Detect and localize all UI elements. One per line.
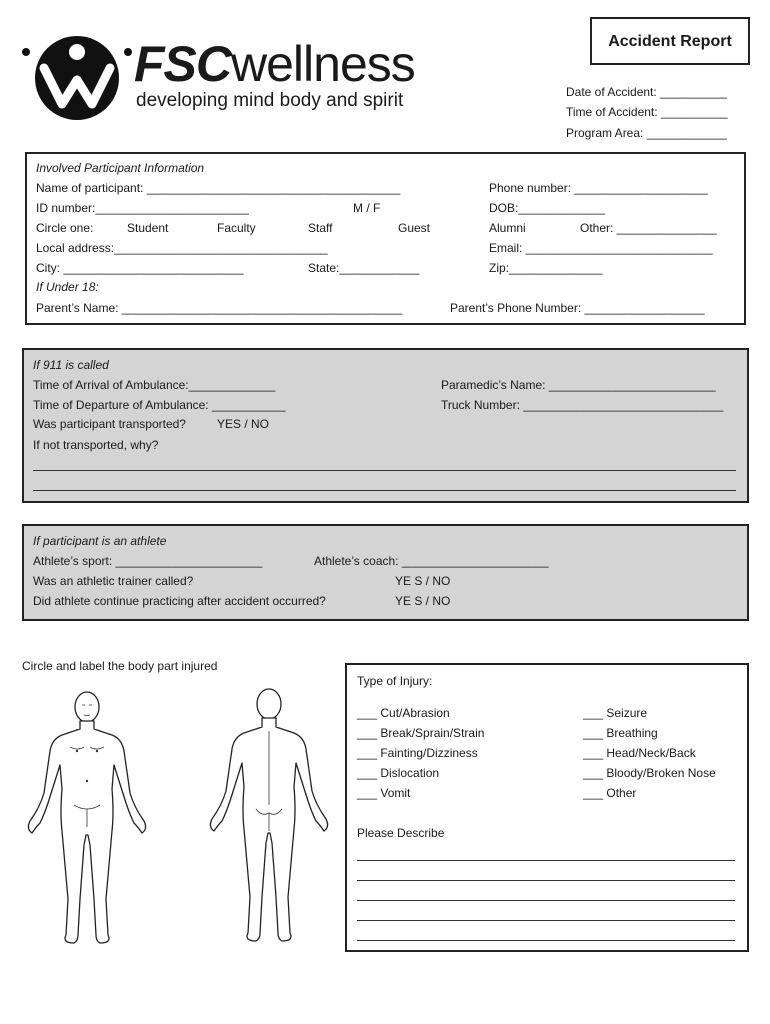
transported-choice[interactable]: YES / NO [217, 417, 270, 431]
injury-option-break[interactable]: ___ Break/Sprain/Strain [357, 726, 485, 740]
describe-label: Please Describe [357, 826, 445, 840]
parent-name-field[interactable]: Parent’s Name: __________________________________________ [36, 301, 403, 315]
describe-line-5[interactable] [357, 940, 735, 941]
why-answer-line-2[interactable] [33, 490, 736, 491]
state-field[interactable]: State:____________ [308, 261, 420, 275]
transported-question: Was participant transported? [33, 417, 186, 431]
email-field[interactable]: Email: ____________________________ [489, 241, 713, 255]
continue-question: Did athlete continue practicing after accident occurred? [33, 594, 326, 608]
continue-choice[interactable]: YE S / NO [395, 594, 451, 608]
injury-option-dislocation[interactable]: ___ Dislocation [357, 766, 440, 780]
body-instruction: Circle and label the body part injured [22, 659, 218, 673]
participant-section [25, 152, 746, 325]
option-guest[interactable]: Guest [398, 221, 431, 235]
circle-one-label: Circle one: [36, 221, 94, 235]
dob-field[interactable]: DOB:_____________ [489, 201, 606, 215]
injury-option-other[interactable]: ___ Other [583, 786, 637, 800]
athlete-sport-field[interactable]: Athlete’s sport: ______________________ [33, 554, 263, 568]
report-title-box [590, 17, 750, 65]
option-other-field[interactable]: Other: _______________ [580, 221, 717, 235]
phone-number-field[interactable]: Phone number: ____________________ [489, 181, 708, 195]
describe-line-4[interactable] [357, 920, 735, 921]
logo-brand-light: wellness [231, 36, 415, 92]
describe-line-1[interactable] [357, 860, 735, 861]
ambulance-arrival-field[interactable]: Time of Arrival of Ambulance:_____________ [33, 378, 276, 392]
why-answer-line-1[interactable] [33, 470, 736, 471]
athlete-section-title: If participant is an athlete [33, 534, 167, 548]
ambulance-departure-field[interactable]: Time of Departure of Ambulance: ___________ [33, 398, 286, 412]
trainer-question: Was an athletic trainer called? [33, 574, 194, 588]
option-staff[interactable]: Staff [308, 221, 333, 235]
logo-mark-icon [22, 30, 132, 125]
program-area-field[interactable]: Program Area: ____________ [566, 126, 727, 140]
participant-section-title: Involved Participant Information [36, 161, 205, 175]
describe-line-3[interactable] [357, 900, 735, 901]
logo [22, 30, 462, 130]
injury-type-title: Type of Injury: [357, 674, 433, 688]
date-of-accident-field[interactable]: Date of Accident: __________ [566, 85, 727, 99]
logo-tagline: developing mind body and spirit [136, 90, 404, 111]
city-field[interactable]: City: ___________________________ [36, 261, 244, 275]
describe-line-2[interactable] [357, 880, 735, 881]
zip-field[interactable]: Zip:______________ [489, 261, 603, 275]
injury-option-fainting[interactable]: ___ Fainting/Dizziness [357, 746, 478, 760]
injury-option-bloody-nose[interactable]: ___ Bloody/Broken Nose [583, 766, 716, 780]
injury-option-cut[interactable]: ___ Cut/Abrasion [357, 706, 450, 720]
time-of-accident-field[interactable]: Time of Accident: __________ [566, 105, 728, 119]
body-front-figure[interactable] [22, 685, 152, 955]
parent-phone-field[interactable]: Parent’s Phone Number: __________________ [450, 301, 705, 315]
injury-option-vomit[interactable]: ___ Vomit [357, 786, 411, 800]
injury-option-head-neck-back[interactable]: ___ Head/Neck/Back [583, 746, 696, 760]
ambulance-section-title: If 911 is called [33, 358, 109, 372]
logo-brand-bold: FSC [134, 36, 231, 92]
not-transported-question: If not transported, why? [33, 438, 159, 452]
local-address-field[interactable]: Local address:________________________________ [36, 241, 328, 255]
body-back-figure[interactable] [204, 685, 334, 955]
trainer-choice[interactable]: YE S / NO [395, 574, 451, 588]
under-18-label: If Under 18: [36, 280, 99, 294]
injury-option-seizure[interactable]: ___ Seizure [583, 706, 648, 720]
option-faculty[interactable]: Faculty [217, 221, 256, 235]
truck-number-field[interactable]: Truck Number: ______________________________ [441, 398, 724, 412]
id-number-field[interactable]: ID number:_______________________ [36, 201, 249, 215]
option-student[interactable]: Student [127, 221, 169, 235]
report-title: Accident Report [608, 33, 732, 50]
paramedic-name-field[interactable]: Paramedic’s Name: _________________________ [441, 378, 716, 392]
athlete-coach-field[interactable]: Athlete’s coach: ______________________ [314, 554, 549, 568]
option-alumni[interactable]: Alumni [489, 221, 526, 235]
participant-name-field[interactable]: Name of participant: ______________________________________ [36, 181, 401, 195]
sex-choice[interactable]: M / F [353, 201, 381, 215]
injury-option-breathing[interactable]: ___ Breathing [583, 726, 658, 740]
